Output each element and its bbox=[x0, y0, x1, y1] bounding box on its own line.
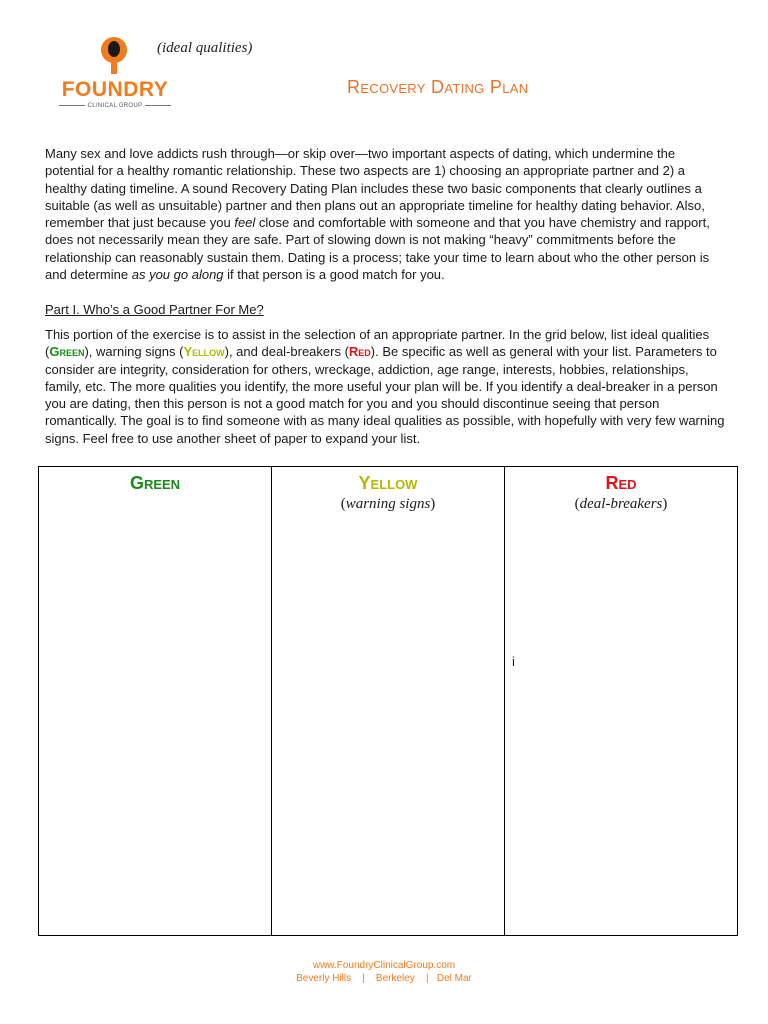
red-column-subheading: (deal-breakers) bbox=[574, 496, 668, 512]
inline-red: Red bbox=[348, 344, 371, 360]
ideal-qualities-note: (ideal qualities) bbox=[157, 40, 253, 56]
page-title: Recovery Dating Plan bbox=[347, 77, 529, 97]
intro-paragraph: Many sex and love addicts rush through—or skip over—two important aspects of dating, which undermine the potential for a healthy romantic relationship. These two aspects are 1) choosing an appropriate partner and 2) a healthy dating timeline. A sound Recovery Dating Plan includes these two basic components that clearly outlines a suitable (as well as unsuitable) partner and then plans out an appropriate timeline for healthy dating behavior. Also, remember that just because you feel close and comfortable with someone and that you have chemistry and rapport, does not necessarily mean they are safe. Part of slowing down is not making “heavy” commitments before the relationship can reasonably sustain them. Dating is a process; take your time to learn about who the other person is and determine as you go along if that person is a good match for you. bbox=[45, 146, 710, 283]
yellow-column[interactable] bbox=[271, 467, 504, 935]
logo-flame-icon bbox=[98, 36, 130, 76]
stray-character: i bbox=[512, 654, 515, 669]
qualities-grid bbox=[38, 466, 738, 936]
yellow-column-subheading: (warning signs) bbox=[340, 496, 436, 512]
part-one-paragraph: This portion of the exercise is to assist in the selection of an appropriate partner. In the grid below, list ideal qualities (Green), warning signs (Yellow), and deal-breakers (Red). Be specific as well as general with your list. Parameters to consider are integrity, consideration for others, wreckage, addiction, age range, interests, hobbies, relationships, family, etc. The more qualities you identify, the more useful your plan will be. If you identify a deal-breaker in a person you are dating, then this person is not a good match for you and you should discontinue seeing that person romantically. The goal is to find someone with as many ideal qualities as possible, with hopefully with very few warning signs. Feel free to use another sheet of paper to expand your list. bbox=[45, 327, 725, 446]
logo-subtext: CLINICAL GROUP bbox=[54, 103, 176, 109]
inline-yellow: Yellow bbox=[183, 344, 225, 360]
logo-wordmark: FOUNDRY bbox=[61, 78, 169, 101]
yellow-column-heading: Yellow bbox=[358, 473, 418, 493]
footer-locations: Beverly Hills | Berkeley | Del Mar bbox=[296, 973, 472, 984]
red-column[interactable] bbox=[504, 467, 737, 935]
green-column-heading: Green bbox=[129, 473, 181, 493]
footer-website[interactable]: www.FoundryClinicalGroup.com bbox=[312, 960, 456, 971]
emphasis-feel: feel bbox=[234, 215, 256, 231]
inline-green: Green bbox=[49, 344, 85, 360]
part-one-heading: Part I. Who’s a Good Partner For Me? bbox=[45, 302, 264, 317]
red-column-heading: Red bbox=[605, 473, 637, 493]
emphasis-as-you-go: as you go along bbox=[131, 267, 224, 283]
green-column[interactable] bbox=[39, 467, 271, 935]
